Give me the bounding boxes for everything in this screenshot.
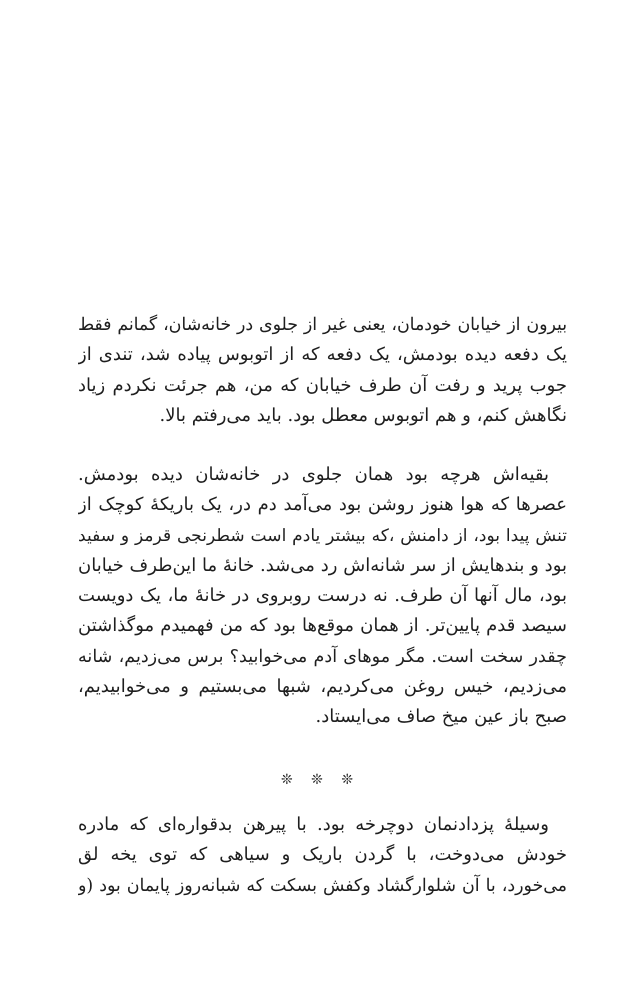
- text-line: جوب پرید و رفت آن طرف خیابان که من، هم جرئت نکردم زیاد: [78, 374, 567, 396]
- text-line: وسیلهٔ پزدادنمان دوچرخه بود. با پیرهن بدقواره‌ای که مادره: [78, 814, 549, 835]
- text-line: بود و بندهایش از سر شانه‌اش رد می‌شد. خانهٔ ما این‌طرف خیابان: [78, 554, 567, 576]
- text-line: یک دفعه دیده بودمش، یک دفعه که از اتوبوس پیاده شد، تندی از: [78, 344, 567, 366]
- paragraph-2: [78, 460, 567, 733]
- text-line: صبح باز عین میخ صاف می‌ایستاد.: [315, 706, 567, 728]
- paragraph-3: [78, 810, 567, 901]
- text-line: می‌خورد، با آن شلوارگشاد وکفش بسکت که شبانه‌روز پایمان بود (و: [78, 875, 567, 896]
- text-line: بود، مال آنها آن طرف. نه درست روبروی در خانهٔ ما، یک دویست: [78, 585, 567, 607]
- text-line: چقدر سخت است. مگر موهای آدم می‌خوابید؟ برس می‌زدیم، شانه: [78, 646, 567, 667]
- text-line: عصرها که هوا هنوز روشن بود می‌آمد دم در، یک باریکهٔ کوچک از: [78, 494, 567, 516]
- section-separator: ❊ ❊ ❊: [280, 772, 361, 788]
- paragraph-1: [78, 310, 567, 431]
- text-line: بیرون از خیابان خودمان، یعنی غیر از جلوی در خانه‌شان، گمانم فقط: [78, 315, 567, 335]
- text-line: تنش پیدا بود، از دامنش ،که بیشتر یادم است شطرنجی قرمز و سفید: [78, 525, 567, 546]
- text-line: نگاهش کنم، و هم اتوبوس معطل بود. باید می‌رفتم بالا.: [159, 404, 567, 426]
- text-line: می‌زدیم، خیس روغن می‌کردیم، شبها می‌بستیم و می‌خوابیدیم،: [78, 676, 567, 698]
- text-line: خودش می‌دوخت، با گردن باریک و سیاهی که توی یخه لق: [78, 844, 567, 866]
- text-line: بقیه‌اش هرچه بود همان جلوی در خانه‌شان دیده بودمش.: [78, 464, 549, 485]
- text-line: سیصد قدم پایین‌تر. از همان موقع‌ها بود که من فهمیدم موگذاشتن: [78, 615, 567, 637]
